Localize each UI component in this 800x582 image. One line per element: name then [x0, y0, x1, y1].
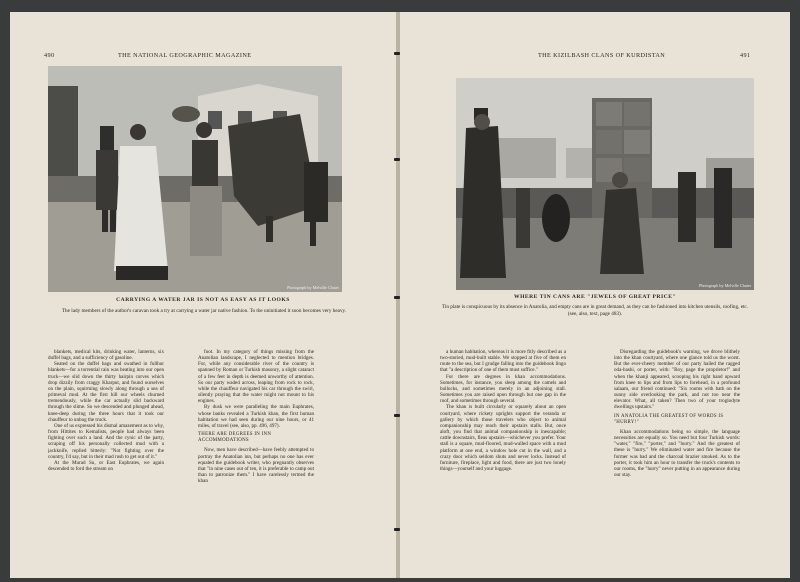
left-running-head: THE NATIONAL GEOGRAPHIC MAGAZINE: [118, 52, 252, 59]
left-photograph: [48, 66, 342, 292]
paragraph: Disregarding the guidebook's warning, we drove blithely into the khan courtyard, where one glance told us the worst. But the ever-cheery member of our party hailed the ragged oda-bashi, or porter, with: "Boy, page the proprietor!" and when the khanji appeared, scooping his right hand upward from knee to lips and from lips to forehead, in a profound salaam, our friend continued: "Six rooms with bath on the sunny side overlooking the park, and not too near the elevator. What, all taken? Then two of your troglodyte dwellings upstairs.": [614, 349, 740, 411]
right-column-2: [614, 349, 740, 571]
left-column-2: [198, 349, 314, 571]
left-photo-credit: Photograph by Melville Chater: [287, 285, 339, 290]
paragraph: a human habitation, whereas it is more fitly described as a two-storied, mud-built stable. We stopped at five of them en route to the sea, but I grudge falling into the guidebook lingo that "a description of one of them must suffice.": [440, 349, 566, 374]
left-page-number: 490: [44, 52, 55, 59]
tin-cans-scene-image: [456, 78, 754, 290]
paragraph: foot. In my category of things missing from the Anatolian landscape, I neglected to mention bridges. For, while any considerable river of the country is spanned by Roman or Turkish masonry, a slight cataract of a few feet in depth is deemed unworthy of attention. So our party waded across, leaping from rock to rock, while the chauffeur navigated his car through the swirl, silently praying that the water might not mount to his engines.: [198, 349, 314, 405]
right-page-number: 491: [740, 52, 751, 59]
right-page: [400, 12, 790, 578]
paragraph: Seated on the duffel bags and swathed in fullbor blankets—for a torrential rain was beating into our open truck—we slid down the thirty hairpin curves which drop dizzily from craggy Kharput, and found ourselves on the plain, squirming slowly along through a sea of primeval mud. At the first hill our wheels churned tremendously, while the car actually slid backward through the slime. So we descended and plunged ahead, knee-deep during the three hours that it took our chauffeur to unbog the truck.: [48, 361, 164, 423]
paragraph: The khan is built circularly or squarely about an open courtyard, where rickety uprights support the veranda or gallery by which those travelers who object to animal companionship may reach their upstairs stalls. But, once aloft, you find that animal companionship is inescapable; cattle downstairs, fleas upstairs—whichever you prefer. Your stall is a square, mud-floored, mud-walled space with a mud platform at one end, a window hole cut in the wall, and a crazy door which seldom shuts and never locks. Instead of furniture, fireplace, light and food, there are just two lonely things—yourself and your luggage.: [440, 404, 566, 472]
right-column-1: [440, 349, 566, 571]
paragraph: One of us expressed his dismal amazement as to why, from Hittites to Kemalists, people had always been fighting over such a land. And the cynic of the party, scraping off his personally collected mud with a jackknife, replied bitterly: "Not fighting over the country, I'd say, but in their mad rush to get out of it.": [48, 422, 164, 460]
water-jar-scene-image: [48, 66, 342, 292]
paragraph: By dusk we were paralleling the main Euphrates, whose banks revealed a Turkish khan, the first human habitation we had seen during our nine hours, or 41 miles, of travel (see, also, pp. 496, 497).: [198, 404, 314, 429]
paragraph: For there are degrees in khan accommodations. Sometimes, for instance, you sleep among the camels and bullocks, and sometimes merely in an adjoining stall. Sometimes you are raised upon through but one gap in the roof, and sometimes through several.: [440, 373, 566, 405]
left-caption-title: CARRYING A WATER JAR IS NOT AS EASY AS IT LOOKS: [116, 297, 290, 303]
right-caption-title: WHERE TIN CANS ARE "JEWELS OF GREAT PRICE": [513, 294, 677, 300]
right-photo-credit: Photograph by Melville Chater: [699, 283, 751, 288]
right-caption-text: Tin plate is conspicuous by its absence in Anatolia, and empty cans are in great demand, as they can be fashioned into kitchen utensils, roofing, etc. (see, also, text, page 483).: [441, 304, 749, 317]
paragraph: Now, men have described—have feebly attempted to portray the Anatolian inn, but perhaps no one has ever equaled the guidebook writer, who pregnantly observes that "in nine cases out of ten, it is preferable to camp out than to patronize them." I have carelessly termed the khan: [198, 447, 314, 485]
section-subhead: IN ANATOLIA THE GREATEST OF WORDS IS "HURRY!": [614, 413, 724, 425]
section-subhead: THERE ARE DEGREES IN INN ACCOMMODATIONS: [198, 432, 272, 444]
left-caption-text: The lady members of the author's caravan took a try at carrying a water jar native fashion. To the uninitiated it soon becomes very heavy.: [61, 308, 347, 314]
paragraph: At the Murad Su, or East Euphrates, we again descended to ford the stream on: [48, 459, 164, 472]
right-photograph: [456, 78, 754, 290]
paragraph: blankets, medical kits, drinking water, lanterns, six duffel bags, and a sufficiency of gasoline.: [48, 349, 164, 362]
left-page: [10, 12, 396, 578]
right-running-head: THE KIZILBASH CLANS OF KURDISTAN: [538, 52, 666, 59]
left-column-1: [48, 349, 164, 571]
paragraph: Khan accommodations being so simple, the language necessities are equally so. You need but four Turkish words: "water," "fire," "porter," and "hurry." And the greatest of these is "hurry." We eliminated water and fire because the former was bad and the charcoal brazier smoked. As to the porter, it took him an hour to transfer the truck's contents to our rooms, the "hurry" never putting in an appearance during our stay.: [614, 428, 740, 478]
